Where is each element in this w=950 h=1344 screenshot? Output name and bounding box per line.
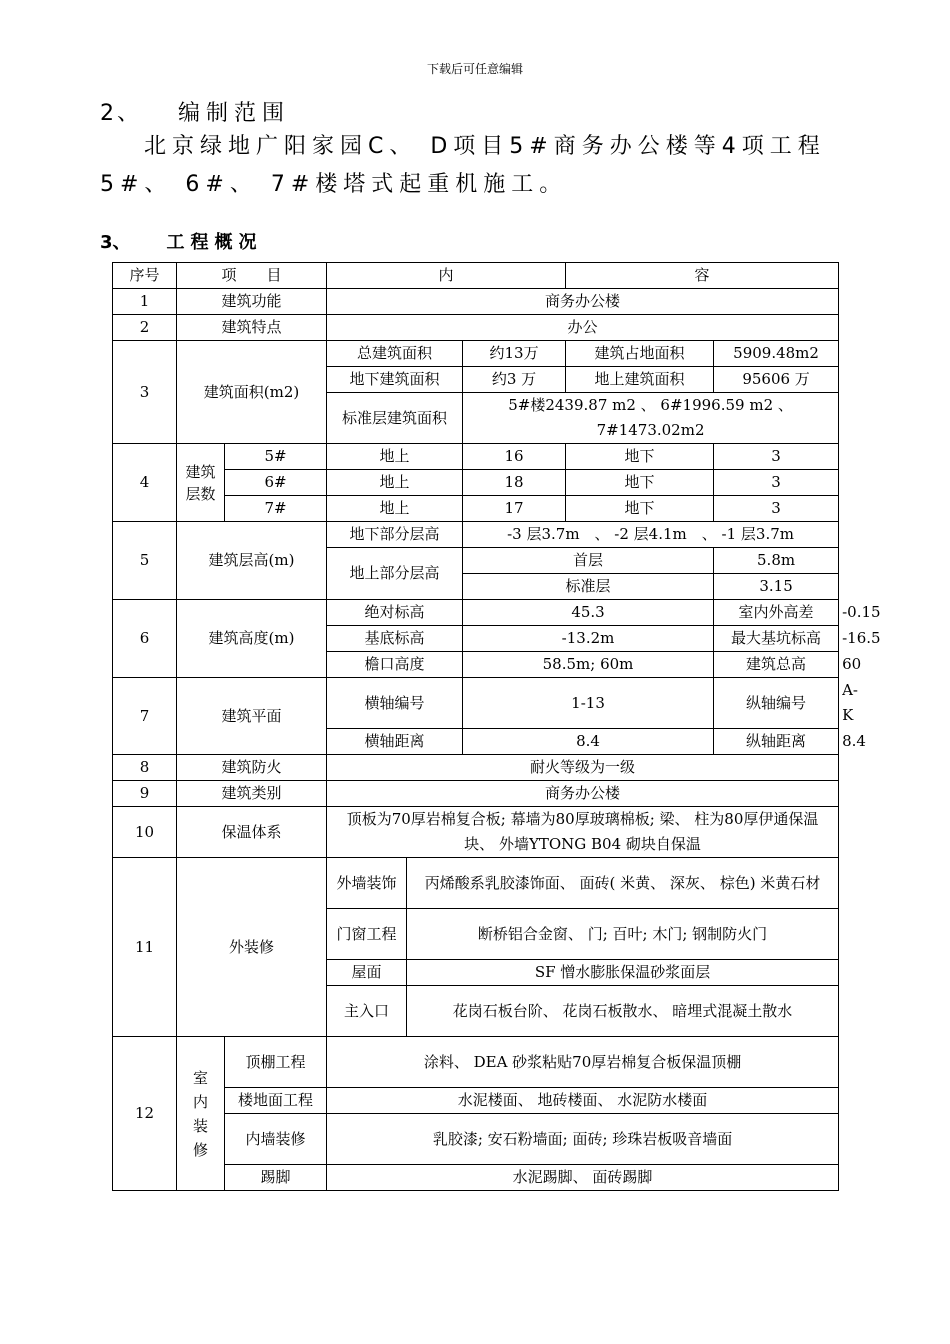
table-row: 7 建筑平面 横轴编号 1-13 纵轴编号 A-K — [113, 678, 839, 729]
row-item: 建筑层数 — [177, 444, 225, 522]
cell: 标准层 — [463, 574, 714, 600]
cell: 地下 — [566, 470, 714, 496]
cell: 纵轴距离 — [714, 729, 839, 755]
row-number: 3 — [113, 341, 177, 444]
cell: 地上 — [327, 470, 463, 496]
cell: 8.4 — [463, 729, 714, 755]
cell: 3 — [714, 496, 839, 522]
cell: 断桥铝合金窗、 门; 百叶; 木门; 钢制防火门 — [407, 909, 839, 960]
section-2-body: 北京绿地广阳家园C、 D项目5#商务办公楼等4项工程5#、 6#、 7#楼塔式起重机施工。 — [100, 134, 826, 197]
table-row — [113, 315, 839, 341]
building-no: 6# — [225, 470, 327, 496]
row-number: 7 — [113, 678, 177, 755]
section-2-heading — [100, 96, 290, 127]
cell: 横轴距离 — [327, 729, 463, 755]
table-row — [113, 807, 839, 858]
cell: 首层 — [463, 548, 714, 574]
header-item: 项 目 — [177, 263, 327, 289]
row-item: 建筑层高(m) — [177, 522, 327, 600]
table-row — [113, 522, 839, 548]
cell: 16 — [463, 444, 566, 470]
cell: 3 — [714, 470, 839, 496]
table-row — [113, 289, 839, 315]
table-row — [113, 858, 839, 909]
table-row: 基底标高 -13.2m 最大基坑标高 -16.5 — [113, 626, 839, 652]
cell: 踢脚 — [225, 1165, 327, 1191]
cell: 总建筑面积 — [327, 341, 463, 367]
row-number: 5 — [113, 522, 177, 600]
cell: 乳胶漆; 安石粉墙面; 面砖; 珍珠岩板吸音墙面 — [327, 1114, 839, 1165]
building-no: 7# — [225, 496, 327, 522]
cell: 45.3 — [463, 600, 714, 626]
row-value: 耐火等级为一级 — [327, 755, 839, 781]
cell: 丙烯酸系乳胶漆饰面、 面砖( 米黄、 深灰、 棕色) 米黄石材 — [407, 858, 839, 909]
section-number: 3、 — [100, 232, 131, 253]
cell: 1-13 — [463, 678, 714, 729]
cell: 屋面 — [327, 960, 407, 986]
cell: 檐口高度 — [327, 652, 463, 678]
section-title: 工程概况 — [166, 232, 263, 253]
table-row — [113, 1037, 839, 1088]
row-item: 室内装修 — [177, 1037, 225, 1191]
cell: 地下建筑面积 — [327, 367, 463, 393]
building-no: 5# — [225, 444, 327, 470]
row-value: 商务办公楼 — [327, 289, 839, 315]
table-row — [113, 341, 839, 367]
row-number: 6 — [113, 600, 177, 678]
cell: 建筑占地面积 — [566, 341, 714, 367]
cell: 室内外高差 — [714, 600, 839, 626]
row-item: 建筑面积(m2) — [177, 341, 327, 444]
cell: 地下 — [566, 496, 714, 522]
row-number: 2 — [113, 315, 177, 341]
header-content-1: 内 — [327, 263, 566, 289]
row-item: 建筑平面 — [177, 678, 327, 755]
row-number: 8 — [113, 755, 177, 781]
section-title: 编制范围 — [178, 101, 291, 126]
row-item: 建筑高度(m) — [177, 600, 327, 678]
row-value: 商务办公楼 — [327, 781, 839, 807]
cell: 门窗工程 — [327, 909, 407, 960]
cell: 水泥楼面、 地砖楼面、 水泥防水楼面 — [327, 1088, 839, 1114]
cell: 约13万 — [463, 341, 566, 367]
row-item: 外装修 — [177, 858, 327, 1037]
cell: 内墙装修 — [225, 1114, 327, 1165]
section-number: 2、 — [100, 101, 142, 126]
row-number: 4 — [113, 444, 177, 522]
cell: 标准层建筑面积 — [327, 393, 463, 444]
cell: SF 憎水膨胀保温砂浆面层 — [407, 960, 839, 986]
cell: 顶棚工程 — [225, 1037, 327, 1088]
table-row: 横轴距离 8.4 纵轴距离 8.4 — [113, 729, 839, 755]
cell: 地下 — [566, 444, 714, 470]
table-row — [113, 755, 839, 781]
cell: 地下部分层高 — [327, 522, 463, 548]
row-item: 建筑功能 — [177, 289, 327, 315]
row-item: 建筑特点 — [177, 315, 327, 341]
cell: 地上 — [327, 496, 463, 522]
header-seq: 序号 — [113, 263, 177, 289]
cell: 3.15 — [714, 574, 839, 600]
row-number: 12 — [113, 1037, 177, 1191]
row-number: 1 — [113, 289, 177, 315]
cell: 横轴编号 — [327, 678, 463, 729]
table-row: 6 建筑高度(m) 绝对标高 45.3 室内外高差 -0.15 — [113, 600, 839, 626]
cell: 5.8m — [714, 548, 839, 574]
cell: 基底标高 — [327, 626, 463, 652]
cell: 涂料、 DEA 砂浆粘贴70厚岩棉复合板保温顶棚 — [327, 1037, 839, 1088]
table-row: 檐口高度 58.5m; 60m 建筑总高 60 — [113, 652, 839, 678]
cell: 建筑总高 — [714, 652, 839, 678]
cell: 地上部分层高 — [327, 548, 463, 600]
cell: 外墙装饰 — [327, 858, 407, 909]
cell: 5909.48m2 — [714, 341, 839, 367]
cell: 5#楼2439.87 m2 、 6#1996.59 m2 、 7#1473.02m2 — [463, 393, 839, 444]
page-header: 下载后可任意编辑 — [426, 62, 523, 76]
table-row — [113, 781, 839, 807]
row-number: 10 — [113, 807, 177, 858]
row-item: 建筑类别 — [177, 781, 327, 807]
project-overview-table — [112, 262, 881, 1191]
cell: -3 层3.7m 、 -2 层4.1m 、 -1 层3.7m — [463, 522, 839, 548]
row-number: 11 — [113, 858, 177, 1037]
table-row — [113, 263, 839, 289]
cell: 地上建筑面积 — [566, 367, 714, 393]
cell: 58.5m; 60m — [463, 652, 714, 678]
section-3-heading — [100, 228, 263, 254]
cell: 水泥踢脚、 面砖踢脚 — [327, 1165, 839, 1191]
table-row — [113, 444, 839, 470]
cell: 楼地面工程 — [225, 1088, 327, 1114]
cell: 约3 万 — [463, 367, 566, 393]
cell: 95606 万 — [714, 367, 839, 393]
cell: 18 — [463, 470, 566, 496]
cell: 绝对标高 — [327, 600, 463, 626]
row-value: 办公 — [327, 315, 839, 341]
cell: 主入口 — [327, 986, 407, 1037]
cell: 17 — [463, 496, 566, 522]
cell: 花岗石板台阶、 花岗石板散水、 暗埋式混凝土散水 — [407, 986, 839, 1037]
row-value: 顶板为70厚岩棉复合板; 幕墙为80厚玻璃棉板; 梁、 柱为80厚伊通保温块、 外墙YTONG B04 砌块自保温 — [327, 807, 839, 858]
cell: 纵轴编号 — [714, 678, 839, 729]
row-item: 建筑防火 — [177, 755, 327, 781]
header-content-2: 容 — [566, 263, 839, 289]
cell: 3 — [714, 444, 839, 470]
row-number: 9 — [113, 781, 177, 807]
cell: 最大基坑标高 — [714, 626, 839, 652]
row-item: 保温体系 — [177, 807, 327, 858]
cell: -13.2m — [463, 626, 714, 652]
cell: 地上 — [327, 444, 463, 470]
